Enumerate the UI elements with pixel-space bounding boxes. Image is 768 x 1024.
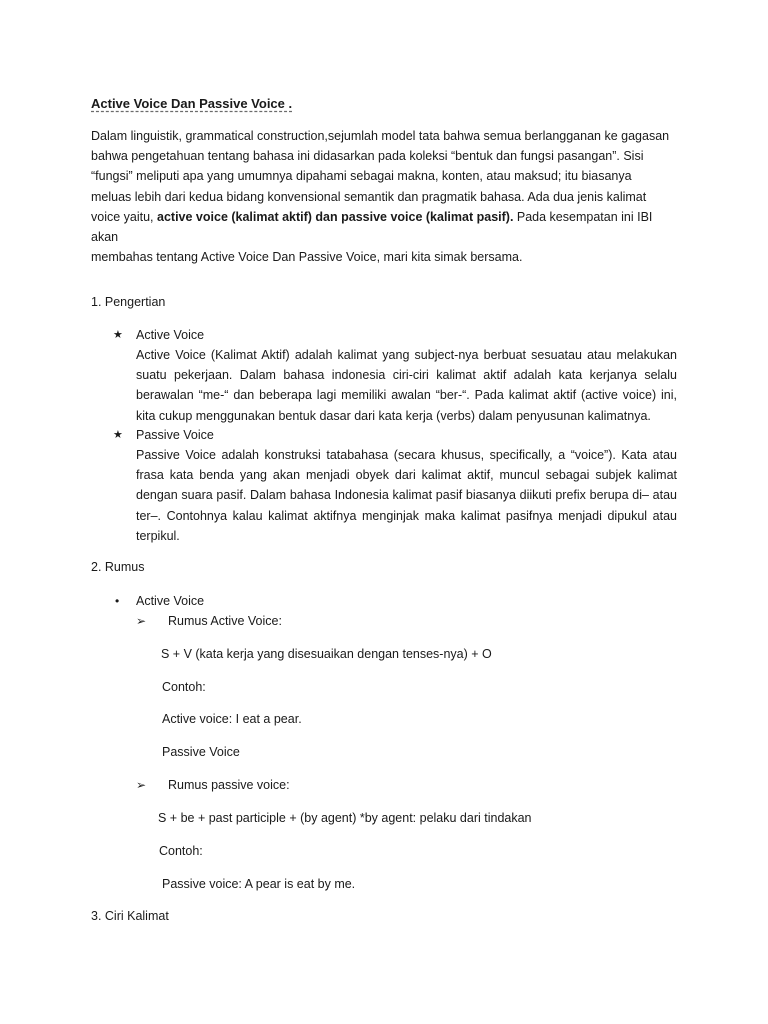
intro-line: bahwa pengetahuan tentang bahasa ini didasarkan pada koleksi “bentuk dan fungsi pasangan”. Sisi bbox=[91, 149, 644, 164]
section-heading-pengertian: 1. Pengertian bbox=[91, 295, 166, 309]
intro-line: meluas lebih dari kedua bidang konvensional semantik dan pragmatik bahasa. Ada dua jenis kalimat bbox=[91, 189, 647, 204]
section-heading-ciri-kalimat: 3. Ciri Kalimat bbox=[91, 909, 169, 923]
passive-voice-label: Passive Voice bbox=[136, 428, 214, 442]
definition-line: berawalan “me-“ dan beberapa lagi memiliki awalan “ber-“. Pada kalimat aktif (active voice) ini, bbox=[136, 388, 677, 403]
intro-text: voice yaitu, bbox=[91, 209, 158, 224]
passive-voice-definition bbox=[136, 445, 677, 546]
example-passive-sentence: Passive voice: A pear is eat by me. bbox=[162, 877, 356, 891]
active-voice-definition bbox=[136, 345, 677, 426]
page-title: Active Voice Dan Passive Voice . bbox=[91, 96, 293, 111]
intro-line: membahas tentang Active Voice Dan Passive Voice, mari kita simak bersama. bbox=[91, 250, 523, 265]
definition-line: terpikul. bbox=[136, 528, 180, 543]
rumus-active-label: Rumus Active Voice: bbox=[168, 614, 282, 628]
intro-line bbox=[91, 207, 681, 247]
arrow-bullet-icon: ➢ bbox=[136, 614, 147, 628]
definition-line: suatu pekerjaan. Dalam bahasa indonesia ciri-ciri kalimat aktif adalah kata kerjanya selalu bbox=[136, 368, 677, 383]
intro-line: “fungsi” meliputi apa yang umumnya dipahami sebagai makna, konten, atau maksud; itu biasanya bbox=[91, 169, 632, 184]
definition-line: ter–. Contohnya kalau kalimat aktifnya menginjak maka kalimat pasifnya menjadi dipukul atau bbox=[136, 508, 677, 523]
rumus-active-formula: S + V (kata kerja yang disesuaikan dengan tenses-nya) + O bbox=[161, 647, 492, 661]
contoh-label: Contoh: bbox=[162, 680, 206, 694]
rumus-passive-label: Rumus passive voice: bbox=[168, 778, 290, 792]
definition-line: Passive Voice adalah konstruksi tatabahasa (secara khusus, specifically, a “voice”). Kata atau bbox=[136, 448, 677, 462]
intro-bold-text: active voice (kalimat aktif) dan passive voice (kalimat pasif). bbox=[157, 209, 514, 224]
definition-line: Active Voice (Kalimat Aktif) adalah kalimat yang subject-nya berbuat sesuatau atau melakukan bbox=[136, 348, 677, 362]
bullet-icon: • bbox=[115, 594, 120, 608]
star-bullet-icon: ★ bbox=[113, 329, 123, 341]
rumus-passive-formula: S + be + past participle + (by agent) *by agent: pelaku dari tindakan bbox=[158, 811, 532, 825]
active-voice-bullet-label: Active Voice bbox=[136, 594, 205, 608]
definition-line: kita cukup menggunakan bentuk dasar dari kata kerja (verbs) dalam penyusunan kalimatnya. bbox=[136, 408, 651, 423]
contoh-label: Contoh: bbox=[159, 844, 203, 858]
section-heading-rumus: 2. Rumus bbox=[91, 560, 145, 574]
active-voice-label: Active Voice bbox=[136, 328, 205, 342]
arrow-bullet-icon: ➢ bbox=[136, 778, 147, 792]
intro-paragraph bbox=[91, 126, 681, 267]
star-bullet-icon: ★ bbox=[113, 429, 123, 441]
example-active-sentence: Active voice: I eat a pear. bbox=[162, 712, 302, 726]
intro-line: Dalam linguistik, grammatical construction,sejumlah model tata bahwa semua berlangganan ke gagasan bbox=[91, 129, 670, 143]
definition-line: frasa kata benda yang akan menjadi obyek dari kalimat aktif, muncul sebagai subjek kalimat bbox=[136, 468, 677, 483]
example-passive-label: Passive Voice bbox=[162, 745, 240, 759]
definition-line: dengan suara pasif. Dalam bahasa Indonesia kalimat pasif biasanya diikuti prefix berupa di– atau bbox=[136, 488, 677, 503]
intro-text: Pada kesempatan ini IBI akan bbox=[91, 209, 653, 245]
